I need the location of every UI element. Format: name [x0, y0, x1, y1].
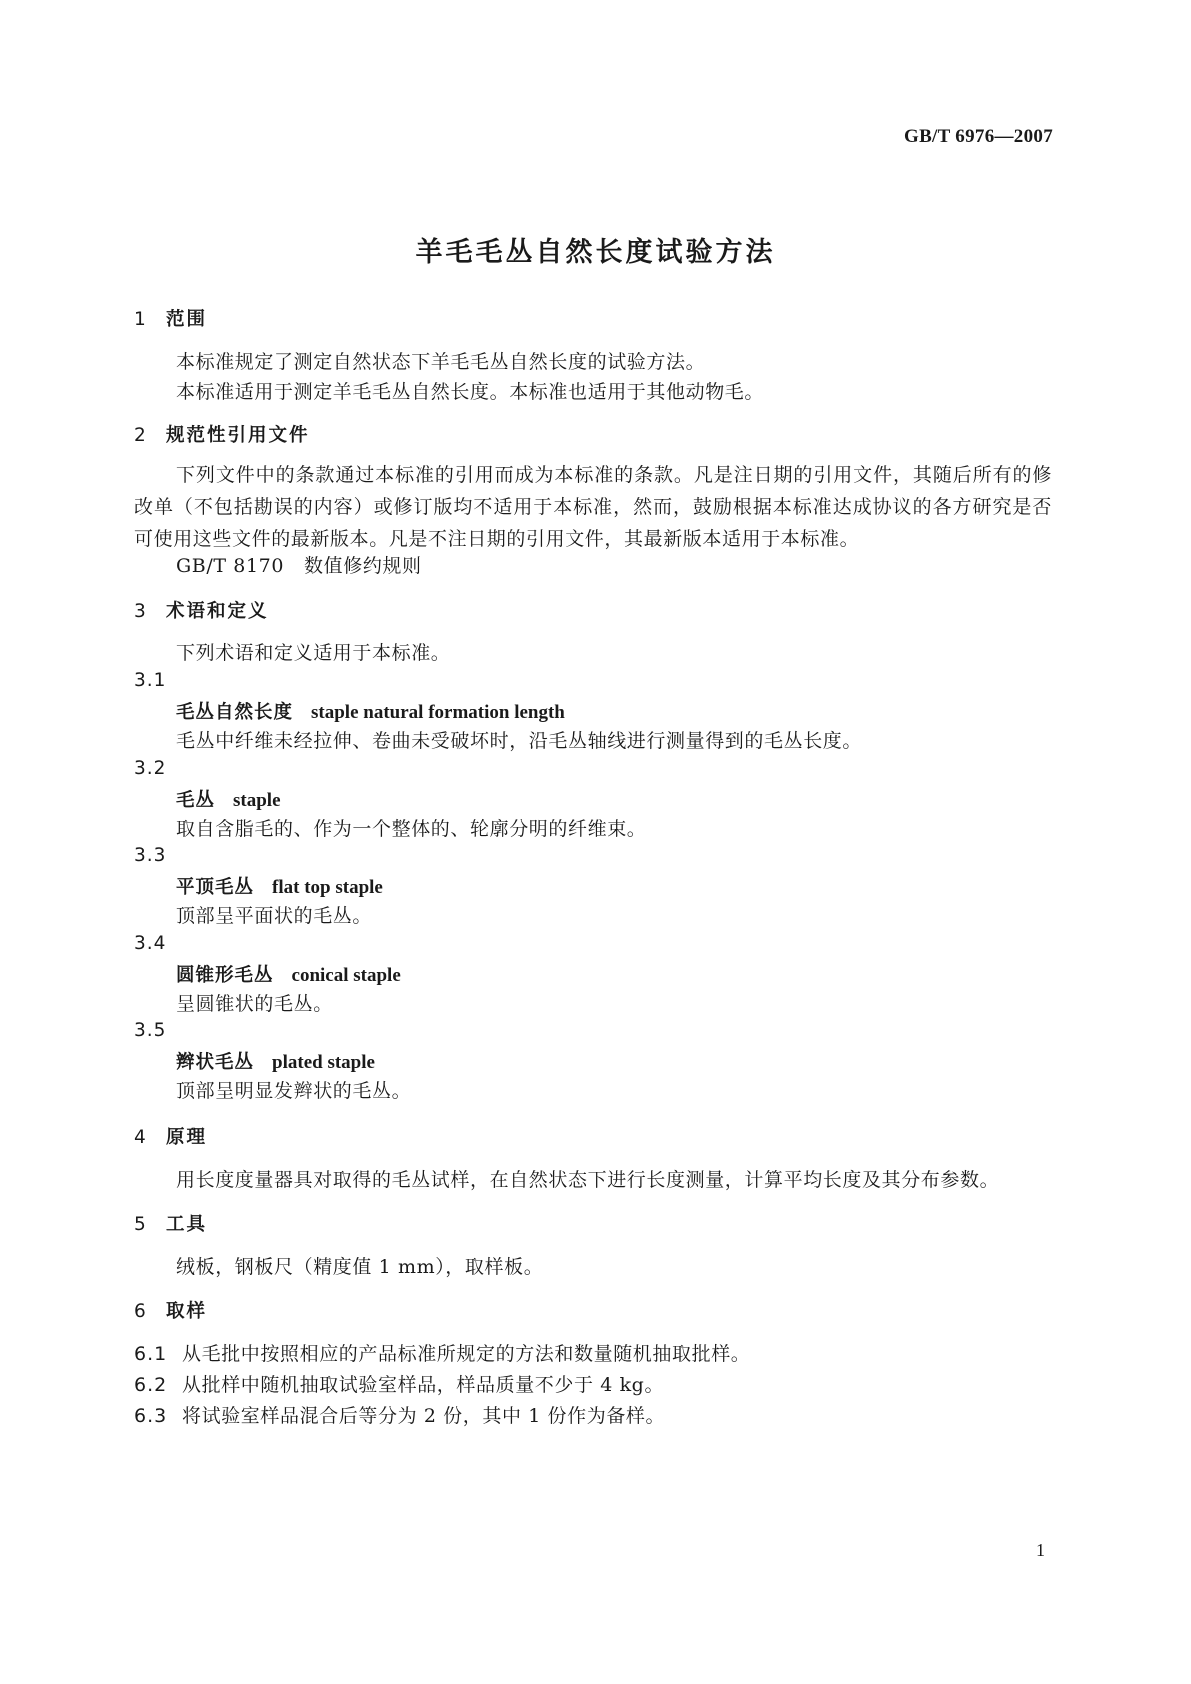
section-2-heading — [134, 421, 310, 447]
section-number: 3 — [134, 601, 146, 622]
term-definition: 呈圆锥状的毛丛。 — [176, 993, 333, 1015]
term-heading — [176, 698, 565, 724]
term-heading — [176, 1048, 375, 1074]
section-title: 原理 — [166, 1127, 208, 1148]
clause-item — [134, 1370, 664, 1397]
section-title: 工具 — [166, 1214, 208, 1235]
term-definition: 取自含脂毛的、作为一个整体的、轮廓分明的纤维束。 — [176, 818, 647, 840]
section-title: 规范性引用文件 — [166, 425, 310, 446]
clause-number: 6.2 — [134, 1374, 168, 1396]
term-zh: 毛丛 — [176, 790, 216, 811]
section-4-heading — [134, 1123, 207, 1149]
term-zh: 辫状毛丛 — [176, 1052, 255, 1073]
section-title: 范围 — [166, 309, 208, 330]
clause-text: 从毛批中按照相应的产品标准所规定的方法和数量随机抽取批样。 — [182, 1343, 751, 1365]
term-en: conical staple — [291, 965, 401, 986]
clause-item — [134, 1401, 665, 1428]
section-2-paragraph: 下列文件中的条款通过本标准的引用而成为本标准的条款。凡是注日期的引用文件，其随后所有的修改单（不包括勘误的内容）或修订版均不适用于本标准，然而，鼓励根据本标准达成协议的各方研究是否可使用这些文件的最新版本。凡是不注日期的引用文件，其最新版本适用于本标准。 — [134, 464, 1052, 550]
term-definition: 顶部呈明显发辫状的毛丛。 — [176, 1080, 412, 1102]
section-title: 取样 — [166, 1301, 208, 1322]
term-en: staple natural formation length — [311, 702, 565, 723]
section-number: 6 — [134, 1301, 146, 1322]
section-1-para-2: 本标准适用于测定羊毛毛丛自然长度。本标准也适用于其他动物毛。 — [176, 381, 765, 403]
section-1-para-1: 本标准规定了测定自然状态下羊毛毛丛自然长度的试验方法。 — [176, 351, 706, 373]
section-title: 术语和定义 — [166, 601, 269, 622]
term-en: plated staple — [272, 1052, 375, 1073]
term-number: 3.5 — [134, 1020, 167, 1041]
term-number: 3.4 — [134, 933, 167, 954]
clause-item — [134, 1339, 750, 1366]
section-number: 2 — [134, 425, 146, 446]
normative-reference — [176, 551, 422, 578]
term-number: 3.1 — [134, 670, 167, 691]
section-1-heading — [134, 305, 207, 331]
reference-code: GB/T 8170 — [176, 555, 285, 577]
term-number: 3.3 — [134, 845, 167, 866]
term-definition: 毛丛中纤维未经拉伸、卷曲未受破坏时，沿毛丛轴线进行测量得到的毛丛长度。 — [176, 730, 863, 752]
term-heading — [176, 873, 383, 899]
standard-code: GB/T 6976—2007 — [903, 126, 1053, 147]
term-en: staple — [233, 790, 281, 811]
term-number: 3.2 — [134, 758, 167, 779]
term-heading — [176, 961, 401, 987]
clause-text: 将试验室样品混合后等分为 2 份，其中 1 份作为备样。 — [182, 1405, 666, 1427]
document-title: 羊毛毛丛自然长度试验方法 — [415, 237, 776, 268]
clause-number: 6.1 — [134, 1343, 168, 1365]
section-6-heading — [134, 1297, 207, 1323]
section-number: 5 — [134, 1214, 146, 1235]
section-5-paragraph: 绒板，钢板尺（精度值 1 mm），取样板。 — [176, 1256, 544, 1278]
term-zh: 平顶毛丛 — [176, 877, 255, 898]
term-zh: 毛丛自然长度 — [176, 702, 294, 723]
section-3-heading — [134, 597, 269, 623]
clause-number: 6.3 — [134, 1405, 168, 1427]
term-zh: 圆锥形毛丛 — [176, 965, 274, 986]
section-3-intro: 下列术语和定义适用于本标准。 — [176, 642, 451, 664]
section-5-heading — [134, 1210, 207, 1236]
section-number: 1 — [134, 309, 146, 330]
section-number: 4 — [134, 1127, 146, 1148]
term-heading — [176, 786, 281, 812]
section-4-paragraph: 用长度度量器具对取得的毛丛试样，在自然状态下进行长度测量，计算平均长度及其分布参数。 — [176, 1169, 1000, 1191]
term-definition: 顶部呈平面状的毛丛。 — [176, 905, 373, 927]
reference-title: 数值修约规则 — [304, 555, 422, 577]
page-number: 1 — [1036, 1540, 1045, 1560]
clause-text: 从批样中随机抽取试验室样品，样品质量不少于 4 kg。 — [182, 1374, 665, 1396]
term-en: flat top staple — [272, 877, 383, 898]
